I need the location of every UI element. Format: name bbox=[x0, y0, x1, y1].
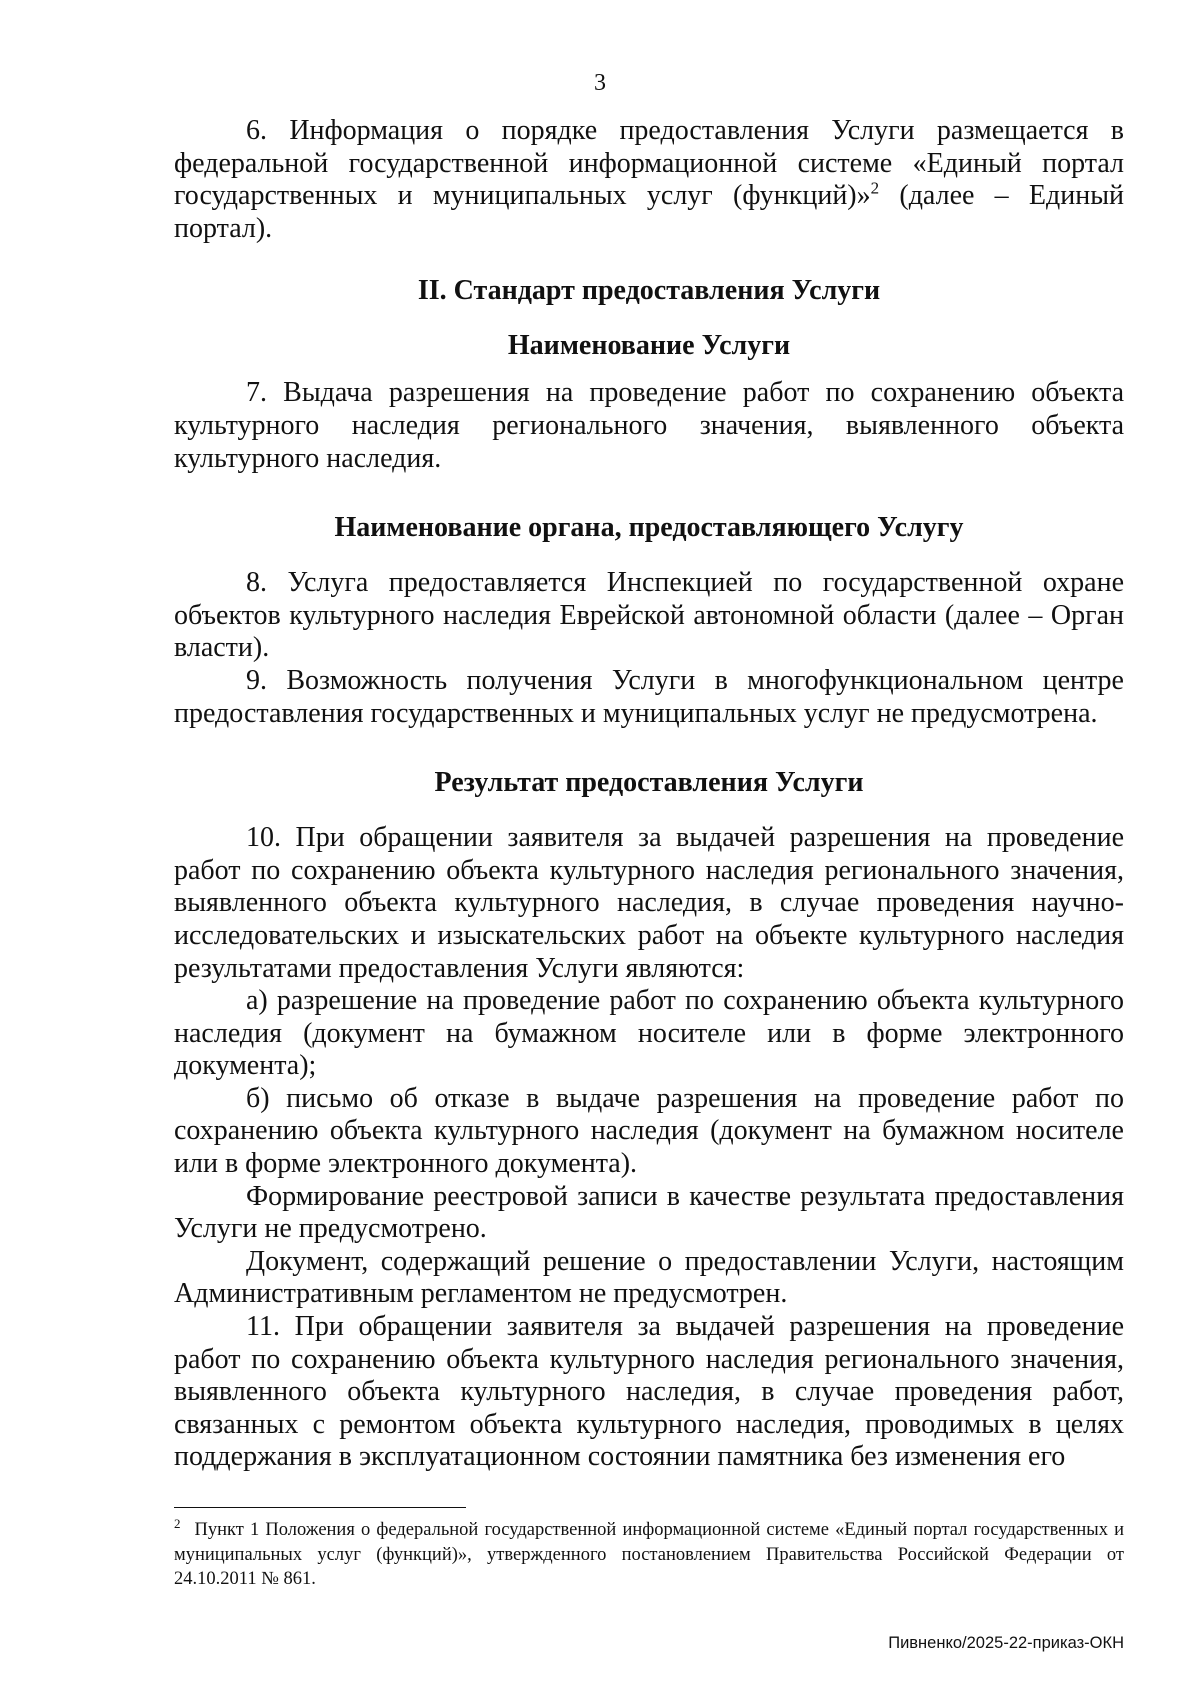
document-code: Пивненко/2025-22-приказ-ОКН bbox=[888, 1634, 1124, 1652]
paragraph-9: 9. Возможность получения Услуги в многофункциональном центре предоставления государственных и муниципальных услуг не предусмотрена. bbox=[174, 664, 1124, 729]
paragraph-10: 10. При обращении заявителя за выдачей разрешения на проведение работ по сохранению объекта культурного наследия регионального значения, выявленного объекта культурного наследия, в случае проведения научно-исследовательских и изыскательских работ на объекте культурного наследия результатами предоставления Услуги являются: bbox=[174, 822, 1124, 984]
section-heading: II. Стандарт предоставления Услуги bbox=[417, 275, 881, 307]
subheading-result: Результат предоставления Услуги bbox=[434, 767, 864, 799]
paragraph-6-text: 6. Информация о порядке предоставления Услуги размещается в федеральной государственной информационной системе «Единый портал государственных и муниципальных услуг (функций)» bbox=[174, 115, 1124, 212]
paragraph-10-b: б) письмо об отказе в выдаче разрешения на проведение работ по сохранению объекта культурного наследия (документ на бумажном носителе или в форме электронного документа). bbox=[174, 1082, 1124, 1180]
subheading-service-name: Наименование Услуги bbox=[507, 330, 791, 362]
page-number: 3 bbox=[594, 70, 606, 96]
document-body bbox=[174, 115, 1124, 1474]
footnote-reference: 2 bbox=[870, 178, 880, 198]
paragraph-10-a: а) разрешение на проведение работ по сохранению объекта культурного наследия (документ на бумажном носителе или в форме электронного документа); bbox=[174, 985, 1124, 1082]
paragraph-6-tail: (далее – Единый портал). bbox=[174, 180, 1124, 244]
footnote-divider bbox=[174, 1507, 466, 1508]
footnote-text: Пункт 1 Положения о федеральной государственной информационной системе «Единый портал государственных и муниципальных услуг (функций)», утвержденного постановлением Правительства Российской Федерации от 24.10.2011 № 861. bbox=[174, 1520, 1124, 1589]
paragraph-7: 7. Выдача разрешения на проведение работ по сохранению объекта культурного наследия регионального значения, выявленного объекта культурного наследия. bbox=[174, 377, 1124, 474]
paragraph-8: 8. Услуга предоставляется Инспекцией по государственной охране объектов культурного наследия Еврейской автономной области (далее – Орган власти). bbox=[174, 567, 1124, 664]
footnote bbox=[174, 1515, 1124, 1592]
paragraph-10-c: Формирование реестровой записи в качестве результата предоставления Услуги не предусмотрено. bbox=[174, 1180, 1124, 1245]
footnote-mark: 2 bbox=[174, 1515, 181, 1531]
subheading-authority: Наименование органа, предоставляющего Услугу bbox=[334, 512, 964, 544]
paragraph-11: 11. При обращении заявителя за выдачей разрешения на проведение работ по сохранению объекта культурного наследия регионального значения, выявленного объекта культурного наследия, в случае проведения работ, связанных с ремонтом объекта культурного наследия, проводимых в целях поддержания в эксплуатационном состоянии памятника без изменения его bbox=[174, 1311, 1124, 1473]
paragraph-6 bbox=[174, 115, 1124, 245]
paragraph-10-d: Документ, содержащий решение о предоставлении Услуги, настоящим Административным регламентом не предусмотрен. bbox=[174, 1245, 1124, 1310]
